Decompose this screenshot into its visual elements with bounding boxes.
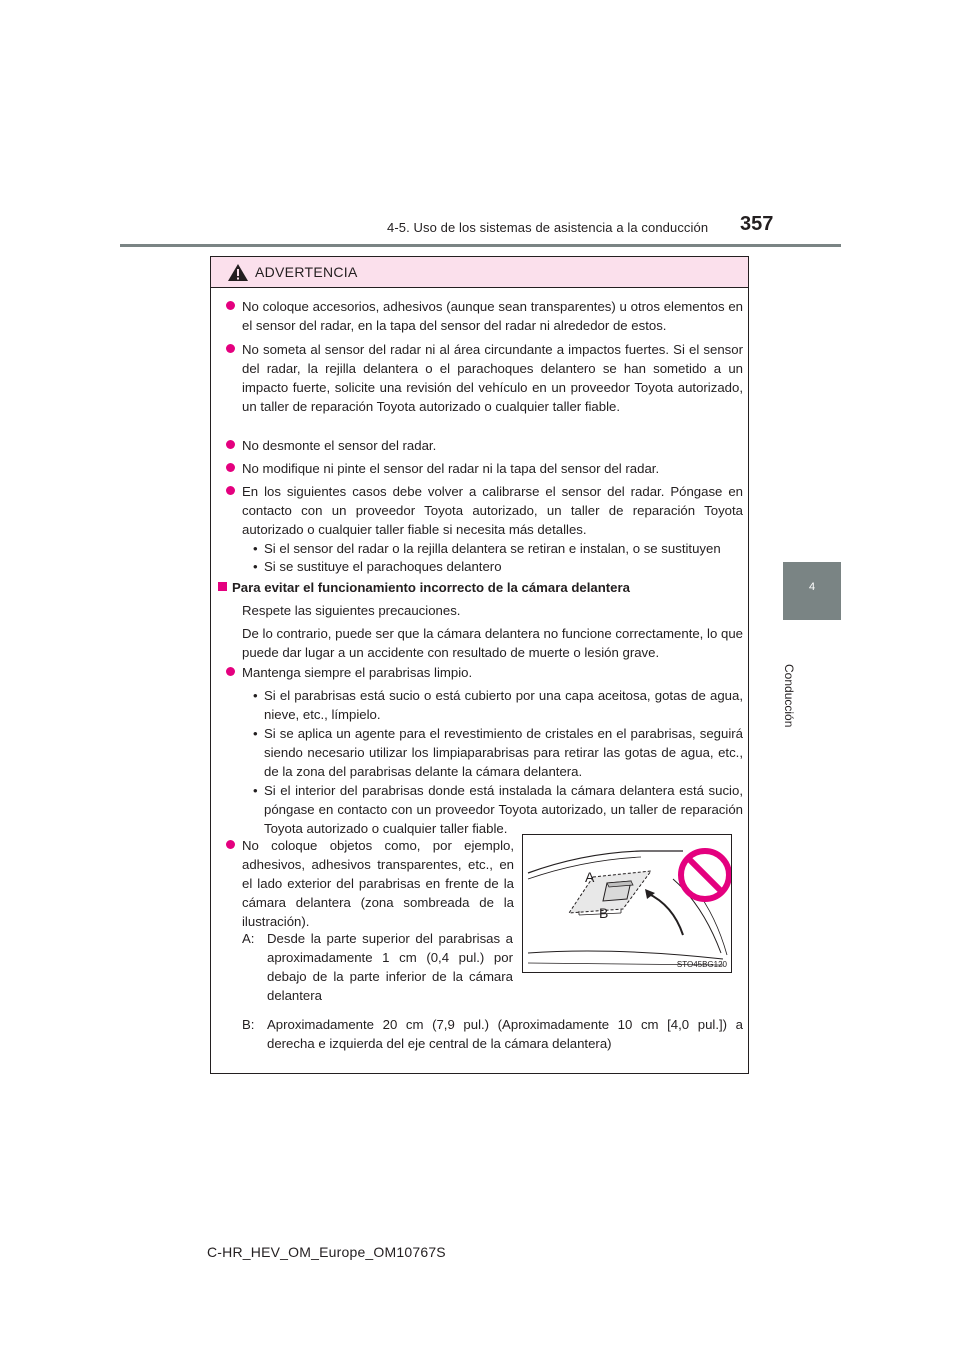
camera-subitem: • Si el parabrisas está sucio o está cubierto por una capa aceitosa, gotas de agua, nieve, etc., límpielo. bbox=[253, 688, 743, 722]
item-b: B: Aproximadamente 20 cm (7,9 pul.) (Aproximadamente 10 cm [4,0 pul.]) a derecha e izquierda del eje central de la cámara delantera) bbox=[242, 1017, 743, 1051]
page-number: 357 bbox=[740, 213, 774, 235]
warning-title: ADVERTENCIA bbox=[255, 264, 358, 280]
warning-bullet: No someta al sensor del radar ni al área circundante a impactos fuertes. Si el sensor del radar, la rejilla delantera o el parachoques delantero se han sometido a un impacto fuerte, solicite una revisión del vehículo en un proveedor Toyota autorizado, un taller de reparación Toyota autorizado o cualquier taller fiable. bbox=[242, 342, 743, 414]
chapter-number: 4 bbox=[808, 581, 816, 593]
document-code: C-HR_HEV_OM_Europe_OM10767S bbox=[207, 1244, 446, 1260]
windshield-drawing bbox=[523, 835, 731, 972]
camera-intro: De lo contrario, puede ser que la cámara delantera no funcione correctamente, lo que puede dar lugar a un accidente con resultado de muerte o lesión grave. bbox=[242, 626, 743, 660]
label-a: A bbox=[585, 869, 595, 885]
section-square-icon bbox=[218, 582, 227, 591]
warning-header bbox=[211, 257, 748, 288]
camera-bullet: No coloque objetos como, por ejemplo, adhesivos, adhesivos transparentes, etc., en el lado exterior del parabrisas en frente de la cámara delantera (zona sombreada de la ilustración). bbox=[242, 838, 514, 929]
warning-triangle-icon bbox=[227, 263, 249, 282]
item-a: A: Desde la parte superior del parabrisas a aproximadamente 1 cm (0,4 pul.) por debajo de la parte inferior de la cámara delantera bbox=[242, 931, 513, 1003]
section-title: 4-5. Uso de los sistemas de asistencia a la conducción bbox=[387, 220, 709, 235]
chapter-tab bbox=[783, 562, 841, 620]
warning-bullet: No desmonte el sensor del radar. bbox=[242, 438, 437, 453]
illustration-code: STO45BG120 bbox=[676, 960, 727, 969]
camera-heading: Para evitar el funcionamiento incorrecto de la cámara delantera bbox=[232, 580, 630, 595]
camera-bullet: Mantenga siempre el parabrisas limpio. bbox=[242, 665, 473, 680]
warning-bullet: En los siguientes casos debe volver a calibrarse el sensor del radar. Póngase en contacto con un proveedor Toyota autorizado, un taller de reparación Toyota autorizado o cualquier taller fiable si necesita más detalles. bbox=[242, 484, 743, 537]
header-divider bbox=[120, 244, 841, 247]
radar-subitem: • Si se sustituye el parachoques delantero bbox=[253, 559, 502, 574]
camera-intro: Respete las siguientes precauciones. bbox=[242, 603, 461, 618]
windshield-illustration bbox=[522, 834, 732, 973]
warning-bullet: No modifique ni pinte el sensor del radar ni la tapa del sensor del radar. bbox=[242, 461, 660, 476]
camera-subitem: • Si el interior del parabrisas donde está instalada la cámara delantera está sucio, póngase en contacto con un proveedor Toyota autorizado, un taller de reparación Toyota autorizado o cualquier taller fiable. bbox=[253, 783, 743, 836]
warning-bullet: No coloque accesorios, adhesivos (aunque sean transparentes) u otros elementos en el sensor del radar, en la tapa del sensor del radar ni alrededor de estos. bbox=[242, 299, 743, 333]
chapter-label: Conducción bbox=[782, 664, 796, 728]
label-b: B bbox=[599, 905, 609, 921]
camera-subitem: • Si se aplica un agente para el revestimiento de cristales en el parabrisas, seguirá siendo necesario utilizar los limpiaparabrisas para retirar las gotas de agua, etc., de la zona del parabrisas delante la cámara delantera. bbox=[253, 726, 743, 779]
radar-subitem: • Si el sensor del radar o la rejilla delantera se retiran e instalan, o se sustituyen bbox=[253, 541, 721, 556]
